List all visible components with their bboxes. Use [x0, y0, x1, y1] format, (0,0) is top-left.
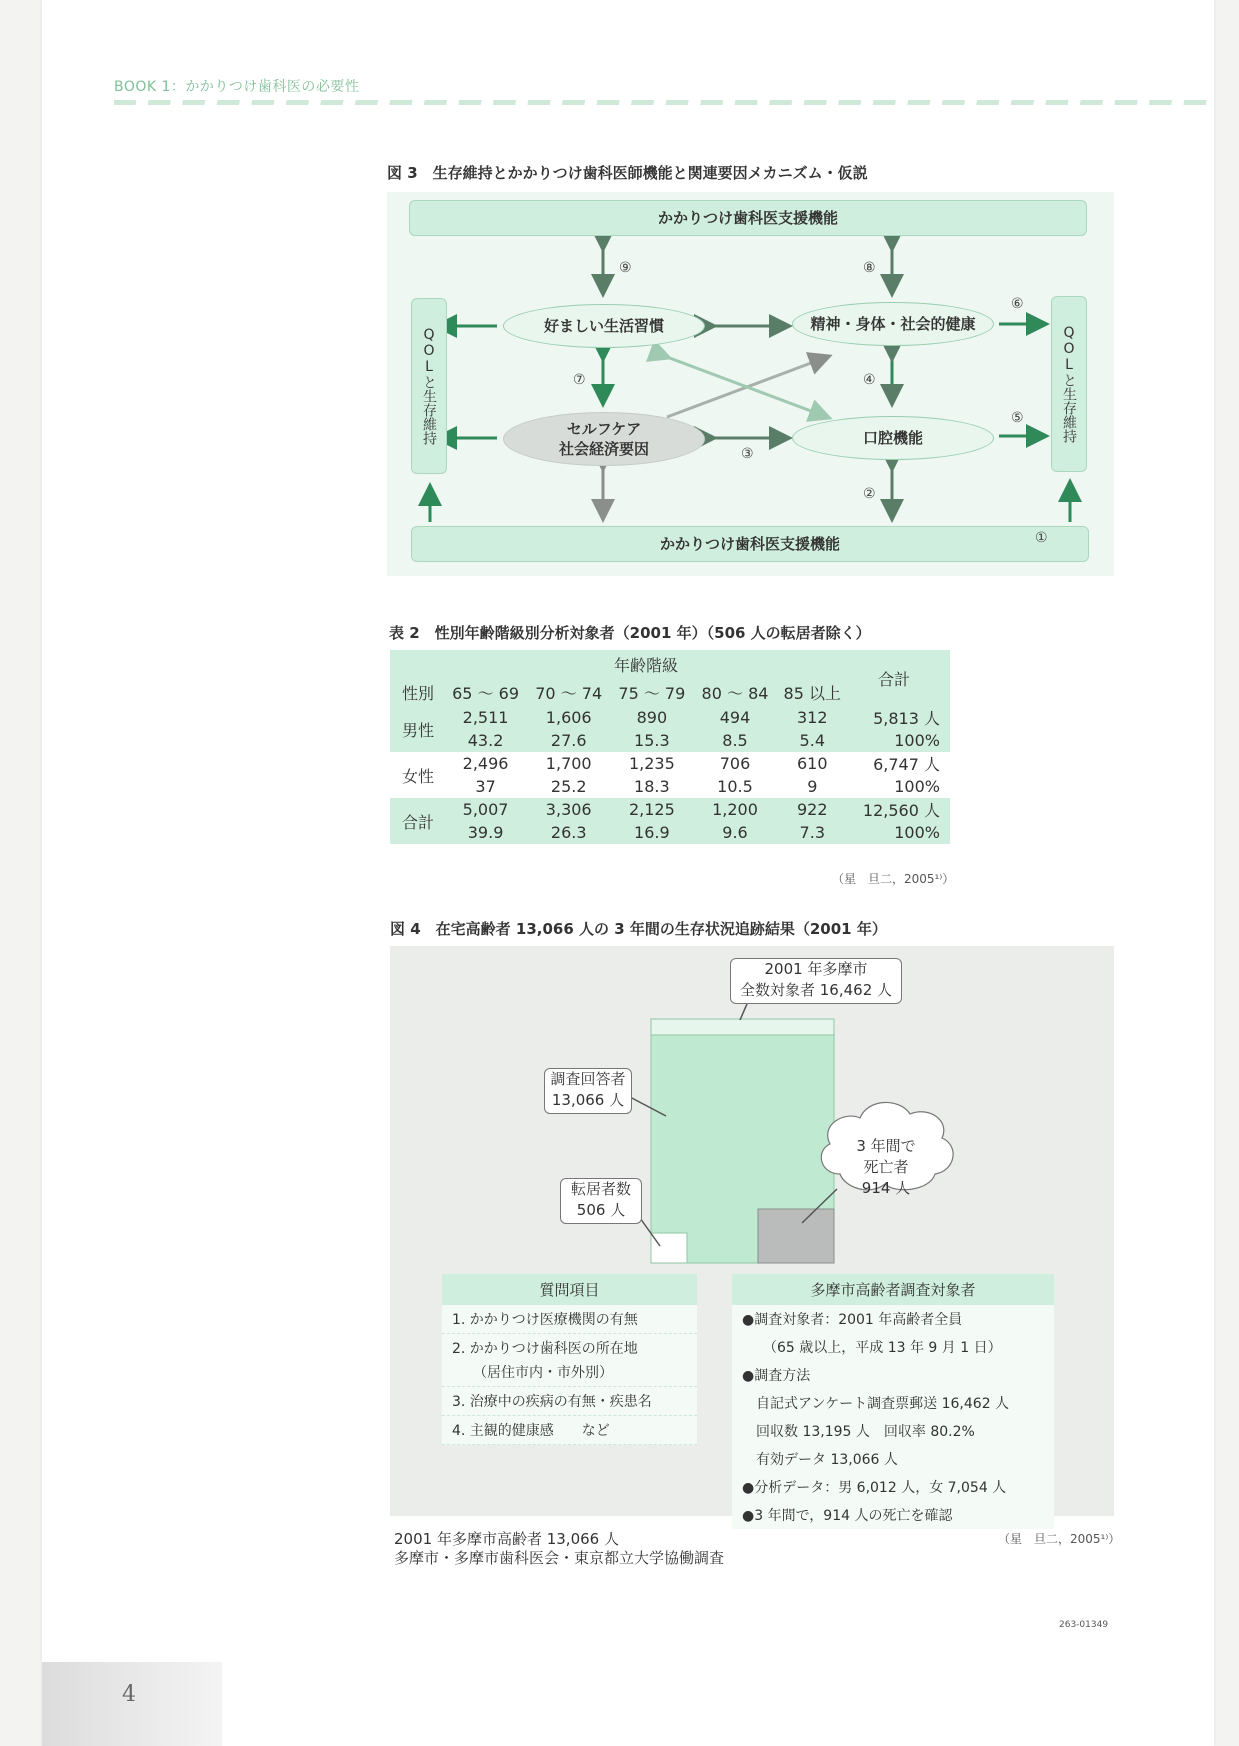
table-cell: 1,606	[527, 706, 610, 729]
table2-source: （星 旦二，2005¹⁾）	[832, 872, 955, 886]
cloud-line2: 死亡者	[863, 1158, 909, 1176]
page-number-tab	[42, 1662, 222, 1746]
marker-9: ⑨	[619, 260, 632, 276]
marker-1: ①	[1035, 530, 1048, 546]
question-item: 3. 治療中の疾病の有無・疾患名	[442, 1387, 697, 1416]
oval-selfcare-line2: 社会経済要因	[558, 440, 649, 458]
table-cell: 100%	[848, 729, 950, 752]
bottom-support-band: かかりつけ歯科医支援機能	[411, 526, 1089, 562]
table-cell: 706	[693, 752, 776, 775]
header-rule	[114, 100, 1209, 105]
cloud-line1: 3 年間で	[856, 1137, 916, 1155]
table-cell: 1,200	[693, 798, 776, 821]
table-cell: 6,747 人	[848, 752, 950, 775]
table-cell: 27.6	[527, 729, 610, 752]
row-label: 男性	[390, 706, 444, 752]
oval-oral-function: 口腔機能	[792, 416, 994, 460]
qol-right-box: QOLと生存維持	[1051, 296, 1087, 472]
table-cell: 8.5	[693, 729, 776, 752]
table-cell: 5,813 人	[848, 706, 950, 729]
callout-respondents	[544, 1068, 632, 1114]
callout-respondents-line2: 13,066 人	[551, 1091, 625, 1109]
marker-4: ④	[863, 372, 876, 388]
subject-item: （65 歳以上，平成 13 年 9 月 1 日）	[742, 1340, 1002, 1356]
marker-6: ⑥	[1011, 296, 1024, 312]
marker-3: ③	[741, 446, 754, 462]
running-header: BOOK 1：かかりつけ歯科医の必要性	[114, 79, 360, 95]
question-item: 1. かかりつけ医療機関の有無	[442, 1305, 697, 1334]
table-cell: 5,007	[444, 798, 527, 821]
callout-total-line2: 全数対象者 16,462 人	[739, 981, 893, 999]
table-cell: 100%	[848, 821, 950, 844]
table-row	[390, 706, 950, 729]
table-cell: 5.4	[777, 729, 848, 752]
oval-selfcare	[503, 412, 705, 466]
table-cell: 2,511	[444, 706, 527, 729]
age-col-header: 65 ～ 69	[444, 678, 527, 706]
table-header-row	[390, 650, 950, 678]
figure4-note-line1: 2001 年多摩市高齢者 13,066 人	[394, 1530, 619, 1548]
table2-caption: 表 2 性別年齢階級別分析対象者（2001 年）（506 人の転居者除く）	[389, 624, 871, 642]
figure4-note-line2: 多摩市・多摩市歯科医会・東京都立大学協働調査	[394, 1549, 725, 1567]
table-cell: 37	[444, 775, 527, 798]
table-cell: 2,125	[610, 798, 693, 821]
question-item: 4. 主観的健康感 など	[442, 1416, 697, 1445]
subject-item: 有効データ 13,066 人	[742, 1452, 898, 1468]
table-cell: 15.3	[610, 729, 693, 752]
table-cell: 1,235	[610, 752, 693, 775]
figure4-diagram	[390, 946, 1114, 1524]
figure4-caption: 図 4 在宅高齢者 13,066 人の 3 年間の生存状況追跡結果（2001 年）	[390, 920, 887, 938]
figure4-note	[394, 1530, 724, 1568]
oval-selfcare-line1: セルフケア	[566, 420, 642, 438]
table-cell: 494	[693, 706, 776, 729]
question-item: 2. かかりつけ歯科医の所在地	[452, 1341, 638, 1357]
total-header: 合計	[848, 650, 950, 706]
table-cell: 9	[777, 775, 848, 798]
marker-8: ⑧	[863, 260, 876, 276]
cloud-text	[836, 1136, 936, 1199]
table-cell: 2,496	[444, 752, 527, 775]
age-group-header: 年齢階級	[444, 650, 848, 678]
marker-7: ⑦	[573, 372, 586, 388]
population-top-strip	[651, 1019, 834, 1035]
callout-moved	[560, 1178, 642, 1224]
table-cell: 610	[777, 752, 848, 775]
table-cell: 12,560 人	[848, 798, 950, 821]
question-item: （居住市内・市外別）	[442, 1358, 697, 1387]
questions-title: 質問項目	[442, 1274, 697, 1305]
subject-item: ●調査対象者：2001 年高齢者全員	[742, 1312, 963, 1328]
oval-health: 精神・身体・社会的健康	[792, 302, 994, 346]
table-cell: 890	[610, 706, 693, 729]
table-cell: 26.3	[527, 821, 610, 844]
document-code: 263-01349	[1059, 1620, 1109, 1630]
table-cell: 1,700	[527, 752, 610, 775]
marker-5: ⑤	[1011, 410, 1024, 426]
figure3-caption: 図 3 生存維持とかかりつけ歯科医師機能と関連要因メカニズム・仮説	[387, 164, 868, 182]
table-cell: 7.3	[777, 821, 848, 844]
subjects-title: 多摩市高齢者調査対象者	[732, 1274, 1054, 1305]
subject-item: ●3 年間で，914 人の死亡を確認	[742, 1508, 953, 1524]
cloud-line3: 914 人	[861, 1179, 911, 1197]
table-row	[390, 752, 950, 775]
table-cell: 312	[777, 706, 848, 729]
top-support-band: かかりつけ歯科医支援機能	[409, 200, 1087, 236]
figure3-arrows	[387, 192, 1114, 576]
qol-left-box: QOLと生存維持	[411, 298, 447, 474]
age-col-header: 80 ～ 84	[693, 678, 776, 706]
subject-item: 自記式アンケート調査票郵送 16,462 人	[742, 1396, 1010, 1412]
subject-item: ●分析データ：男 6,012 人，女 7,054 人	[742, 1480, 1007, 1496]
table-row	[390, 798, 950, 821]
callout-respondents-line1: 調査回答者	[550, 1070, 626, 1088]
moved-block	[651, 1233, 687, 1263]
oval-healthy-habits: 好ましい生活習慣	[503, 304, 705, 348]
row-label: 女性	[390, 752, 444, 798]
table-cell: 16.9	[610, 821, 693, 844]
marker-2: ②	[863, 486, 876, 502]
table-cell: 922	[777, 798, 848, 821]
figure3-diagram	[387, 192, 1114, 576]
questions-box	[442, 1274, 697, 1445]
callout-moved-line1: 転居者数	[570, 1180, 631, 1198]
deceased-block	[758, 1209, 834, 1263]
table-row	[390, 729, 950, 752]
table-cell: 25.2	[527, 775, 610, 798]
callout-total-line1: 2001 年多摩市	[764, 960, 868, 978]
table-cell: 18.3	[610, 775, 693, 798]
table-row	[390, 775, 950, 798]
subject-item: ●調査方法	[742, 1368, 811, 1384]
table-cell: 3,306	[527, 798, 610, 821]
subjects-box	[732, 1274, 1054, 1529]
table-cell: 39.9	[444, 821, 527, 844]
table-cell: 10.5	[693, 775, 776, 798]
row-label: 合計	[390, 798, 444, 844]
table-row	[390, 821, 950, 844]
table-cell: 9.6	[693, 821, 776, 844]
subject-item: 回収数 13,195 人 回収率 80.2%	[742, 1424, 975, 1440]
figure4-source: （星 旦二，2005¹⁾）	[998, 1532, 1121, 1546]
sex-header: 性別	[390, 678, 444, 706]
page-number: 4	[122, 1682, 136, 1707]
age-col-header: 75 ～ 79	[610, 678, 693, 706]
table2	[390, 650, 950, 844]
callout-moved-line2: 506 人	[576, 1201, 626, 1219]
age-col-header: 85 以上	[777, 678, 848, 706]
callout-total-population	[730, 958, 902, 1004]
age-col-header: 70 ～ 74	[527, 678, 610, 706]
table-cell: 43.2	[444, 729, 527, 752]
table-cell: 100%	[848, 775, 950, 798]
